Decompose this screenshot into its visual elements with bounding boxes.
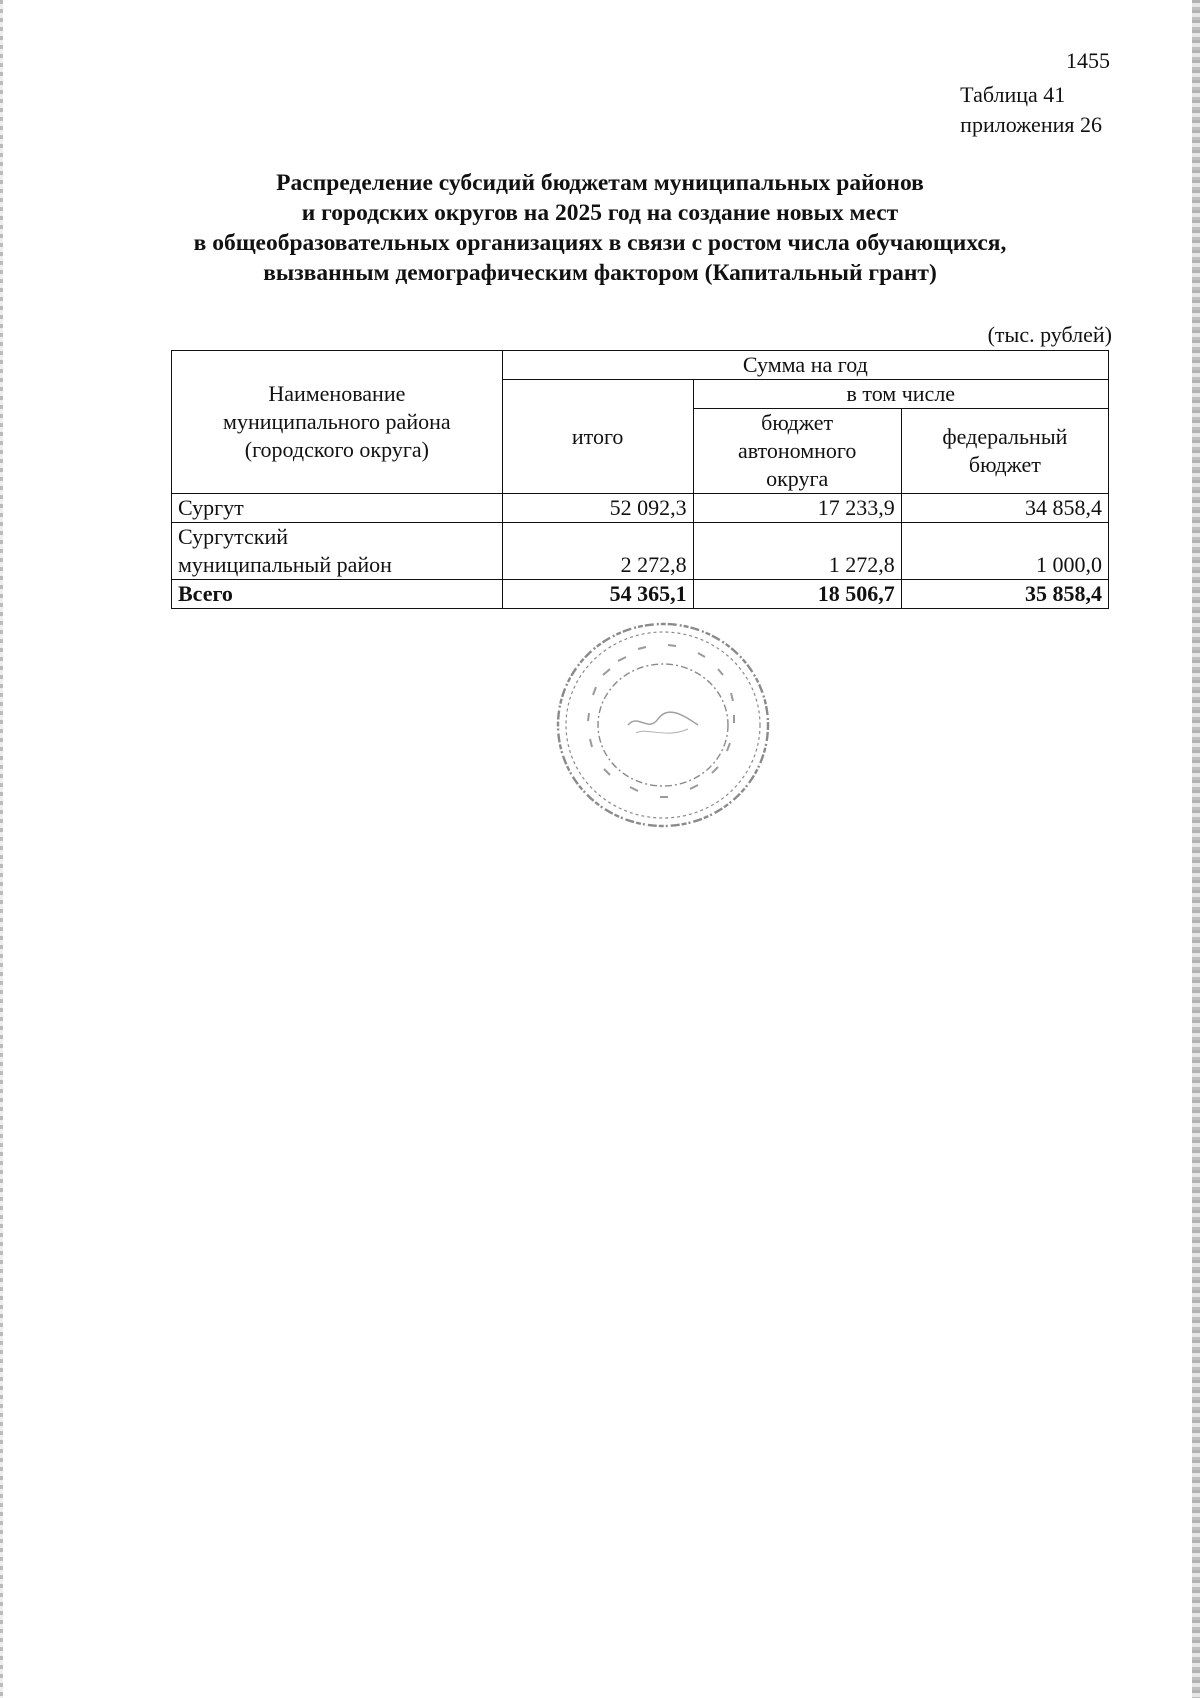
title-line4: вызванным демографическим фактором (Капитальный грант) — [263, 260, 937, 286]
header-okrug-budget-line3: округа — [766, 466, 829, 491]
header-federal-budget-line1: федеральный — [942, 424, 1068, 449]
official-seal-stamp — [548, 615, 778, 835]
header-name-line2: муниципального района — [223, 409, 451, 434]
row-federal-budget: 1 000,0 — [901, 523, 1108, 580]
table-reference — [960, 80, 1102, 140]
title-line2: и городских округов на 2025 год на создание новых мест — [301, 200, 899, 226]
header-including: в том числе — [693, 380, 1108, 409]
header-okrug-budget-line1: бюджет — [761, 410, 834, 435]
scan-edge-left — [0, 0, 3, 1698]
total-label: Всего — [172, 580, 503, 609]
table-reference-line2: приложения 26 — [960, 112, 1102, 137]
row-federal-budget: 34 858,4 — [901, 494, 1108, 523]
table-row — [172, 494, 1109, 523]
header-name-column — [172, 351, 503, 494]
document-title — [150, 168, 1050, 288]
title-line1: Распределение субсидий бюджетам муниципальных районов — [276, 170, 924, 196]
title-line3: в общеобразовательных организациях в связи с ростом числа обучающихся, — [193, 230, 1007, 256]
header-federal-budget-line2: бюджет — [968, 452, 1041, 477]
units-label: (тыс. рублей) — [987, 322, 1112, 347]
page-number: 1455 — [1066, 48, 1110, 73]
total-row — [172, 580, 1109, 609]
row-name — [172, 523, 503, 580]
header-total: итого — [502, 380, 693, 494]
row-okrug-budget: 17 233,9 — [693, 494, 901, 523]
header-sum-per-year: Сумма на год — [502, 351, 1108, 380]
total-sum: 54 365,1 — [502, 580, 693, 609]
row-name-line2: муниципальный район — [178, 552, 392, 577]
header-row-1 — [172, 351, 1109, 380]
row-name-line1: Сургутский — [178, 524, 289, 549]
header-federal-budget — [901, 409, 1108, 494]
total-federal-budget: 35 858,4 — [901, 580, 1108, 609]
row-okrug-budget: 1 272,8 — [693, 523, 901, 580]
row-name: Сургут — [172, 494, 503, 523]
row-total: 52 092,3 — [502, 494, 693, 523]
scan-edge-right — [1192, 0, 1200, 1698]
header-name-line3: (городского округа) — [244, 437, 429, 462]
total-okrug-budget: 18 506,7 — [693, 580, 901, 609]
table-reference-line1: Таблица 41 — [960, 82, 1066, 107]
subsidy-table — [171, 350, 1109, 609]
table-row — [172, 523, 1109, 580]
header-okrug-budget — [693, 409, 901, 494]
row-total: 2 272,8 — [502, 523, 693, 580]
header-okrug-budget-line2: автономного — [737, 438, 857, 463]
header-name-line1: Наименование — [268, 381, 406, 406]
